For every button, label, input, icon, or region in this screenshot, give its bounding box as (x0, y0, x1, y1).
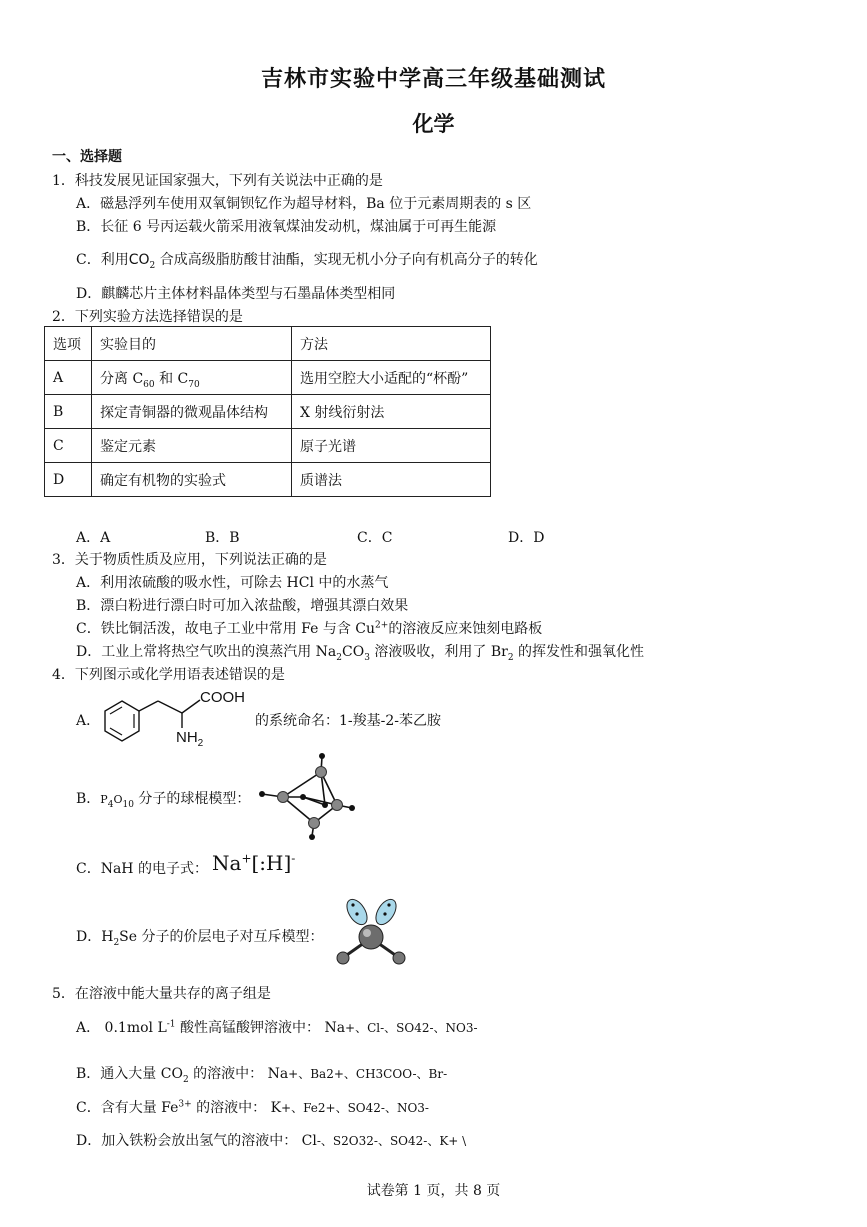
q3-option-b: B．漂白粉进行漂白时可加入浓盐酸，增强其漂白效果 (76, 598, 409, 614)
q3-option-d: D．工业上常将热空气吹出的溴蒸汽用 $Na_2CO_3$ 溶液吸收，利用了 $Br_2$ 的挥发性和强氧化性 (76, 644, 645, 663)
q5-option-a: A． 0.1mol $L^{-1}$ 酸性高锰酸钾溶液中： Na+、Cl-、SO42-、NO3- (76, 1019, 478, 1036)
table-cell: D (45, 463, 92, 497)
q4-option-c-text: C．NaH 的电子式： (76, 861, 208, 877)
q3-option-c: C．铁比铜活泼，故电子工业中常用 Fe 与含 $Cu^{2+}$的溶液反应来蚀刻电路板 (76, 620, 543, 637)
table-cell: 鉴定元素 (92, 429, 292, 463)
table-cell: 原子光谱 (292, 429, 491, 463)
q1-option-a: A．磁悬浮列车使用双氧铜钡钇作为超导材料，Ba 位于元素周期表的 s 区 (76, 196, 532, 212)
table-header: 选项 (45, 327, 92, 361)
table-row (45, 463, 491, 497)
page-footer: 试卷第 1 页，共 8 页 (366, 1183, 501, 1199)
subject-title: 化学 (412, 111, 455, 136)
table-cell: 分离 $C_{60}$ 和 $C_{70}$ (92, 361, 292, 395)
q2-choice-c: C．C (357, 530, 393, 546)
q2-stem: 2．下列实验方法选择错误的是 (52, 309, 243, 325)
table-row (45, 395, 491, 429)
q4-stem: 4．下列图示或化学用语表述错误的是 (52, 667, 285, 683)
table-cell: 确定有机物的实验式 (92, 463, 292, 497)
section-heading: 一、选择题 (52, 149, 122, 165)
q3-stem: 3．关于物质性质及应用，下列说法正确的是 (52, 552, 327, 568)
table-cell: 探定青铜器的微观晶体结构 (92, 395, 292, 429)
page-title: 吉林市实验中学高三年级基础测试 (260, 66, 606, 92)
q3-option-a: A．利用浓硫酸的吸水性，可除去 HCl 中的水蒸气 (76, 575, 389, 591)
q4-option-a-label: A． (76, 713, 101, 729)
table-header: 实验目的 (92, 327, 292, 361)
q1-option-c: C．利用$CO_2$ 合成高级脂肪酸甘油酯，实现无机小分子向有机高分子的转化 (76, 252, 538, 271)
h2se-vsepr-model-icon (330, 892, 412, 970)
nah-electron-formula: Na+[:H]- (212, 851, 296, 875)
q4-option-a-text: 的系统命名：1-羧基-2-苯乙胺 (255, 713, 442, 729)
q2-choice-d: D．D (508, 530, 545, 546)
table-cell: 选用空腔大小适配的“杯酚” (292, 361, 491, 395)
q1-stem: 1．科技发展见证国家强大，下列有关说法中正确的是 (52, 173, 383, 189)
table-row (45, 429, 491, 463)
q1-option-b: B．长征 6 号丙运载火箭采用液氧煤油发动机，煤油属于可再生能源 (76, 219, 497, 235)
experiment-table (44, 326, 491, 497)
q5-option-b: B．通入大量 $CO_2$ 的溶液中： Na+、Ba2+、CH3COO-、Br- (76, 1066, 448, 1085)
table-cell: A (45, 361, 92, 395)
p4o10-ball-stick-model-icon (252, 750, 364, 842)
q2-choice-b: B．B (205, 530, 240, 546)
q1-option-d: D．麒麟芯片主体材料晶体类型与石墨晶体类型相同 (76, 286, 396, 302)
table-cell: B (45, 395, 92, 429)
phenylalanine-structure-icon (100, 684, 255, 748)
table-row (45, 361, 491, 395)
q5-stem: 5．在溶液中能大量共存的离子组是 (52, 986, 271, 1002)
q4-option-d-text: D．$H_2Se$ 分子的价层电子对互斥模型： (76, 929, 324, 948)
table-cell: C (45, 429, 92, 463)
nh2-label: $NH_2$ (176, 729, 204, 748)
q5-option-c: C．含有大量 $Fe^{3+}$ 的溶液中： K+、Fe2+、SO42-、NO3- (76, 1099, 429, 1116)
table-header-row (45, 327, 491, 361)
table-cell: X 射线衍射法 (292, 395, 491, 429)
cooh-label: COOH (200, 689, 245, 706)
q5-option-d: D．加入铁粉会放出氢气的溶液中： Cl-、S2O32-、SO42-、K+ \ (76, 1133, 467, 1149)
q2-choice-a: A．A (76, 530, 111, 546)
table-cell: 质谱法 (292, 463, 491, 497)
q4-option-b: B．$P_4O_{10}$ 分子的球棍模型： (76, 791, 251, 810)
table-header: 方法 (292, 327, 491, 361)
